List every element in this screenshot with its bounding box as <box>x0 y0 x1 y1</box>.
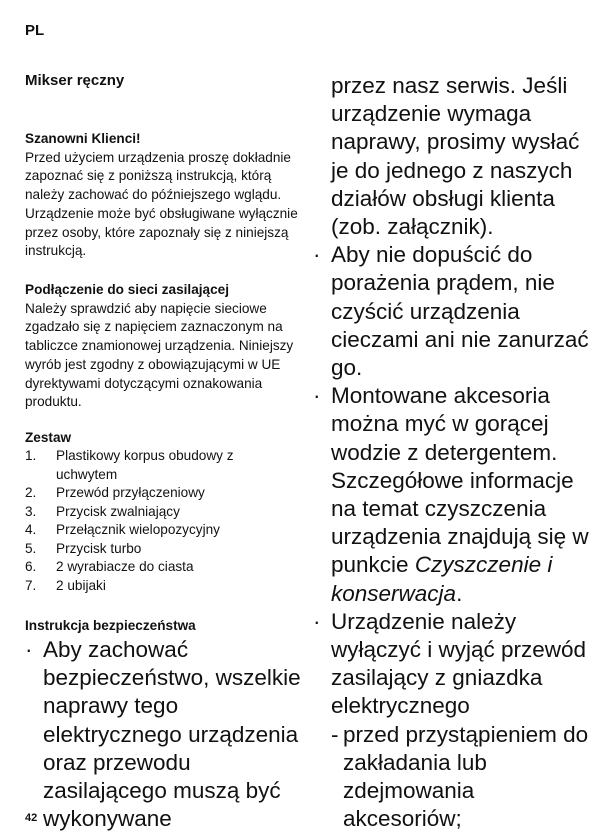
power-heading: Podłączenie do sieci zasilającej <box>25 282 230 297</box>
list-item <box>25 447 265 484</box>
power-section <box>25 281 300 412</box>
language-code: PL <box>25 22 45 39</box>
list-item-text: Przycisk zwalniający <box>56 503 180 519</box>
page-title: Mikser ręczny <box>25 72 125 89</box>
dash-icon: - <box>331 721 339 747</box>
safety-item-1-start <box>25 636 315 833</box>
bullet-icon: · <box>313 383 321 409</box>
bullet-item <box>313 382 598 608</box>
sub-item <box>331 721 598 834</box>
list-item-text: Przewód przyłączeniowy <box>56 485 205 500</box>
intro-text: Przed użyciem urządzenia proszę dokładnie zapoznać się z poniższą instrukcją, którą należy zachować do późniejszego wglądu. Urządzenie może być obsługiwane wyłącznie przez osoby, które zapoznały się z niniejszą instrukcją. <box>25 149 298 259</box>
list-item-number: 3. <box>25 503 37 519</box>
page-number: 42 <box>25 812 38 824</box>
bullet-item <box>25 636 315 833</box>
list-item-text: Plastikowy korpus obudowy z uchwytem <box>56 448 234 482</box>
list-item <box>25 484 265 503</box>
intro-heading: Szanowni Klienci! <box>25 131 141 146</box>
list-item <box>25 503 265 522</box>
list-item-number: 6. <box>25 559 37 574</box>
list-item-number: 2. <box>25 485 37 500</box>
list-item-text: 2 wyrabiacze do ciasta <box>56 559 194 574</box>
list-item <box>25 521 265 540</box>
sub-item-text: przed przystąpieniem do zakładania lub zdejmowania akcesoriów; <box>343 721 589 832</box>
list-item-number: 5. <box>25 540 37 556</box>
bullet-icon: · <box>313 608 321 634</box>
power-text: Należy sprawdzić aby napięcie sieciowe zgadzało się z napięciem zaznaczonym na tabliczce znamionowej urządzenia. Niniejszy wyrób jest zgodny z obowiązującymi w UE dyrektywami dotyczącymi oznakowania produktu. <box>25 300 294 410</box>
right-column <box>313 72 598 833</box>
safety-heading: Instrukcja bezpieczeństwa <box>25 618 196 633</box>
bullet-icon: · <box>25 637 33 662</box>
bullet-item <box>313 608 598 834</box>
safety-item-1-continued: przez nasz serwis. Jeśli urządzenie wymaga naprawy, prosimy wysłać je do jednego z naszych działów obsługi klienta (zob. załącznik). <box>331 73 580 240</box>
bullet-text: Urządzenie należy wyłączyć i wyjąć przewód zasilający z gniazdka elektrycznego <box>331 608 587 719</box>
list-item-text: 2 ubijaki <box>56 577 106 593</box>
list-item-number: 4. <box>25 522 37 537</box>
bullet-item <box>313 241 598 382</box>
list-item-number: 1. <box>25 448 37 463</box>
set-list <box>25 447 265 595</box>
intro-section <box>25 130 300 261</box>
set-heading: Zestaw <box>25 430 72 445</box>
bullet-text-end: . <box>456 580 463 606</box>
bullet-text: Montowane akcesoria można myć w gorącej wodzie z detergentem. Szczegółowe informacje na temat czyszczenia urządzenia znajdują się w punkcie <box>331 383 589 578</box>
list-item <box>25 558 265 577</box>
bullet-icon: · <box>313 242 321 268</box>
list-item <box>25 540 265 559</box>
list-item-number: 7. <box>25 577 37 593</box>
list-item-text: Przełącznik wielopozycyjny <box>56 522 220 537</box>
bullet-text: Aby zachować bezpieczeństwo, wszelkie naprawy tego elektrycznego urządzenia oraz przewodu zasilającego muszą być wykonywane <box>43 637 301 832</box>
cross-reference: Czyszczenie i konserwacja <box>331 552 553 606</box>
list-item-text: Przycisk turbo <box>56 540 142 556</box>
set-section <box>25 430 265 595</box>
bullet-text: Aby nie dopuścić do porażenia prądem, nie czyścić urządzenia cieczami ani nie zanurzać go. <box>331 242 589 381</box>
list-item <box>25 577 265 596</box>
